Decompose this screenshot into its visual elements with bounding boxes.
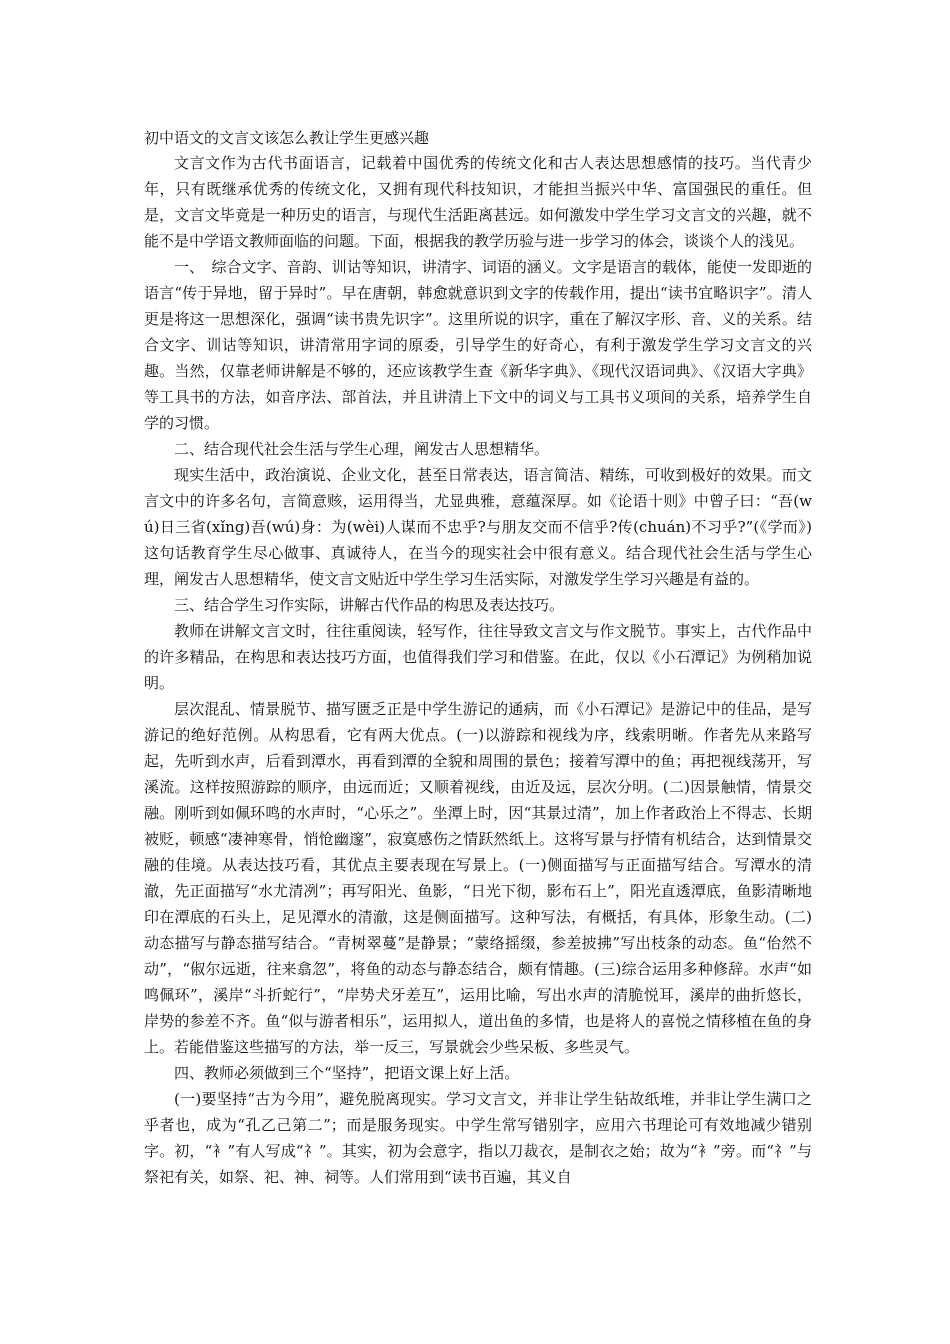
- paragraph-section-three-intro: 教师在讲解文言文时，往往重阅读，轻写作，往往导致文言文与作文脱节。事实上，古代作品中的许多精品，在构思和表达技巧方面，也值得我们学习和借鉴。在此，仅以《小石潭记》为例稍加说明。: [144, 622, 812, 692]
- document-page: [144, 128, 812, 1190]
- heading-section-three: 三、结合学生习作实际，讲解古代作品的构思及表达技巧。: [174, 596, 565, 614]
- heading-section-four: 四、教师必须做到三个“坚持”，把语文课上好上活。: [174, 1064, 520, 1082]
- document-title: 初中语文的文言文该怎么教让学生更感兴趣: [144, 129, 430, 147]
- paragraph-section-one: 一、 综合文字、音韵、训诂等知识，讲清字、词语的涵义。文字是语言的载体，能使一发即逝的语言“传于异地，留于异时”。早在唐朝，韩愈就意识到文字的传载作用，提出“读书宜略识字”。清人更是将这一思想深化，强调“读书贵先识字”。这里所说的识字，重在了解汉字形、音、义的关系。结合文字、训诂等知识，讲清常用字词的原委，引导学生的好奇心，有利于激发学生学习文言文的兴趣。当然，仅靠老师讲解是不够的，还应该教学生查《新华字典》、《现代汉语词典》、《汉语大字典》等工具书的方法，如音序法、部首法，并且讲清上下文中的词义与工具书义项间的关系，培养学生自学的习惯。: [144, 258, 812, 432]
- paragraph-intro: 文言文作为古代书面语言，记载着中国优秀的传统文化和古人表达思想感情的技巧。当代青少年，只有既继承优秀的传统文化，又拥有现代科技知识，才能担当振兴中华、富国强民的重任。但是，文言文毕竟是一种历史的语言，与现代生活距离甚远。如何激发中学生学习文言文的兴趣，就不能不是中学语文教师面临的问题。下面，根据我的教学历验与进一步学习的体会，谈谈个人的浅见。: [144, 154, 812, 250]
- heading-section-two: 二、结合现代社会生活与学生心理，阐发古人思想精华。: [174, 440, 550, 458]
- paragraph-section-three-example: 层次混乱、情景脱节、描写匮乏正是中学生游记的通病，而《小石潭记》是游记中的佳品，是写游记的绝好范例。从构思看，它有两大优点。(一)以游踪和视线为序，线索明晰。作者先从来路写起，先听到水声，后看到潭水，再看到潭的全貌和周围的景色；接着写潭中的鱼；再把视线荡开，写溪流。这样按照游踪的顺序，由远而近；又顺着视线，由近及远，层次分明。(二)因景触情，情景交融。刚听到如佩环鸣的水声时，“心乐之”。坐潭上时，因“其景过清”，加上作者政治上不得志、长期被贬，顿感“凄神寒骨，悄怆幽邃”，寂寞感伤之情跃然纸上。这将写景与抒情有机结合，达到情景交融的佳境。从表达技巧看，其优点主要表现在写景上。(一)侧面描写与正面描写结合。写潭水的清澈，先正面描写“水尤清冽”；再写阳光、鱼影，“日光下彻，影布石上”，阳光直透潭底，鱼影清晰地印在潭底的石头上，足见潭水的清澈，这是侧面描写。这种写法，有概括，有具体，形象生动。(二)动态描写与静态描写结合。“青树翠蔓”是静景；“蒙络摇缀，参差披拂”写出枝条的动态。鱼“佁然不动”，“俶尔远逝，往来翕忽”，将鱼的动态与静态结合，颇有情趣。(三)综合运用多种修辞。水声“如鸣佩环”，溪岸“斗折蛇行”，“岸势犬牙差互”，运用比喻，写出水声的清脆悦耳，溪岸的曲折悠长，岸势的参差不齐。鱼“似与游者相乐”，运用拟人，道出鱼的多情，也是将人的喜悦之情移植在鱼的身上。若能借鉴这些描写的方法，举一反三，写景就会少些呆板、多些灵气。: [144, 700, 812, 1056]
- paragraph-section-two: 现实生活中，政治演说、企业文化，甚至日常表达，语言简洁、精练，可收到极好的效果。而文言文中的许多名句，言简意赅，运用得当，尤显典雅，意蕴深厚。如《论语十则》中曾子曰：“吾(wú)日三省(xǐng)吾(wú)身：为(wèi)人谋而不忠乎?与朋友交而不信乎?传(chuán)不习乎?”(《学而》)这句话教育学生尽心做事、真诚待人，在当今的现实社会中很有意义。结合现代社会生活与学生心理，阐发古人思想精华，使文言文贴近中学生学习生活实际，对激发学生学习兴趣是有益的。: [144, 466, 812, 588]
- paragraph-section-four-one: (一)要坚持“古为今用”，避免脱离现实。学习文言文，并非让学生钻故纸堆，并非让学生满口之乎者也，成为“孔乙己第二”；而是服务现实。中学生常写错别字，应用六书理论可有效地减少错别字。初，“衤”有人写成“礻”。其实，初为会意字，指以刀裁衣，是制衣之始；故为“衤”旁。而“礻”与祭祀有关，如祭、祀、神、祠等。人们常用到“读书百遍，其义自: [144, 1090, 812, 1186]
